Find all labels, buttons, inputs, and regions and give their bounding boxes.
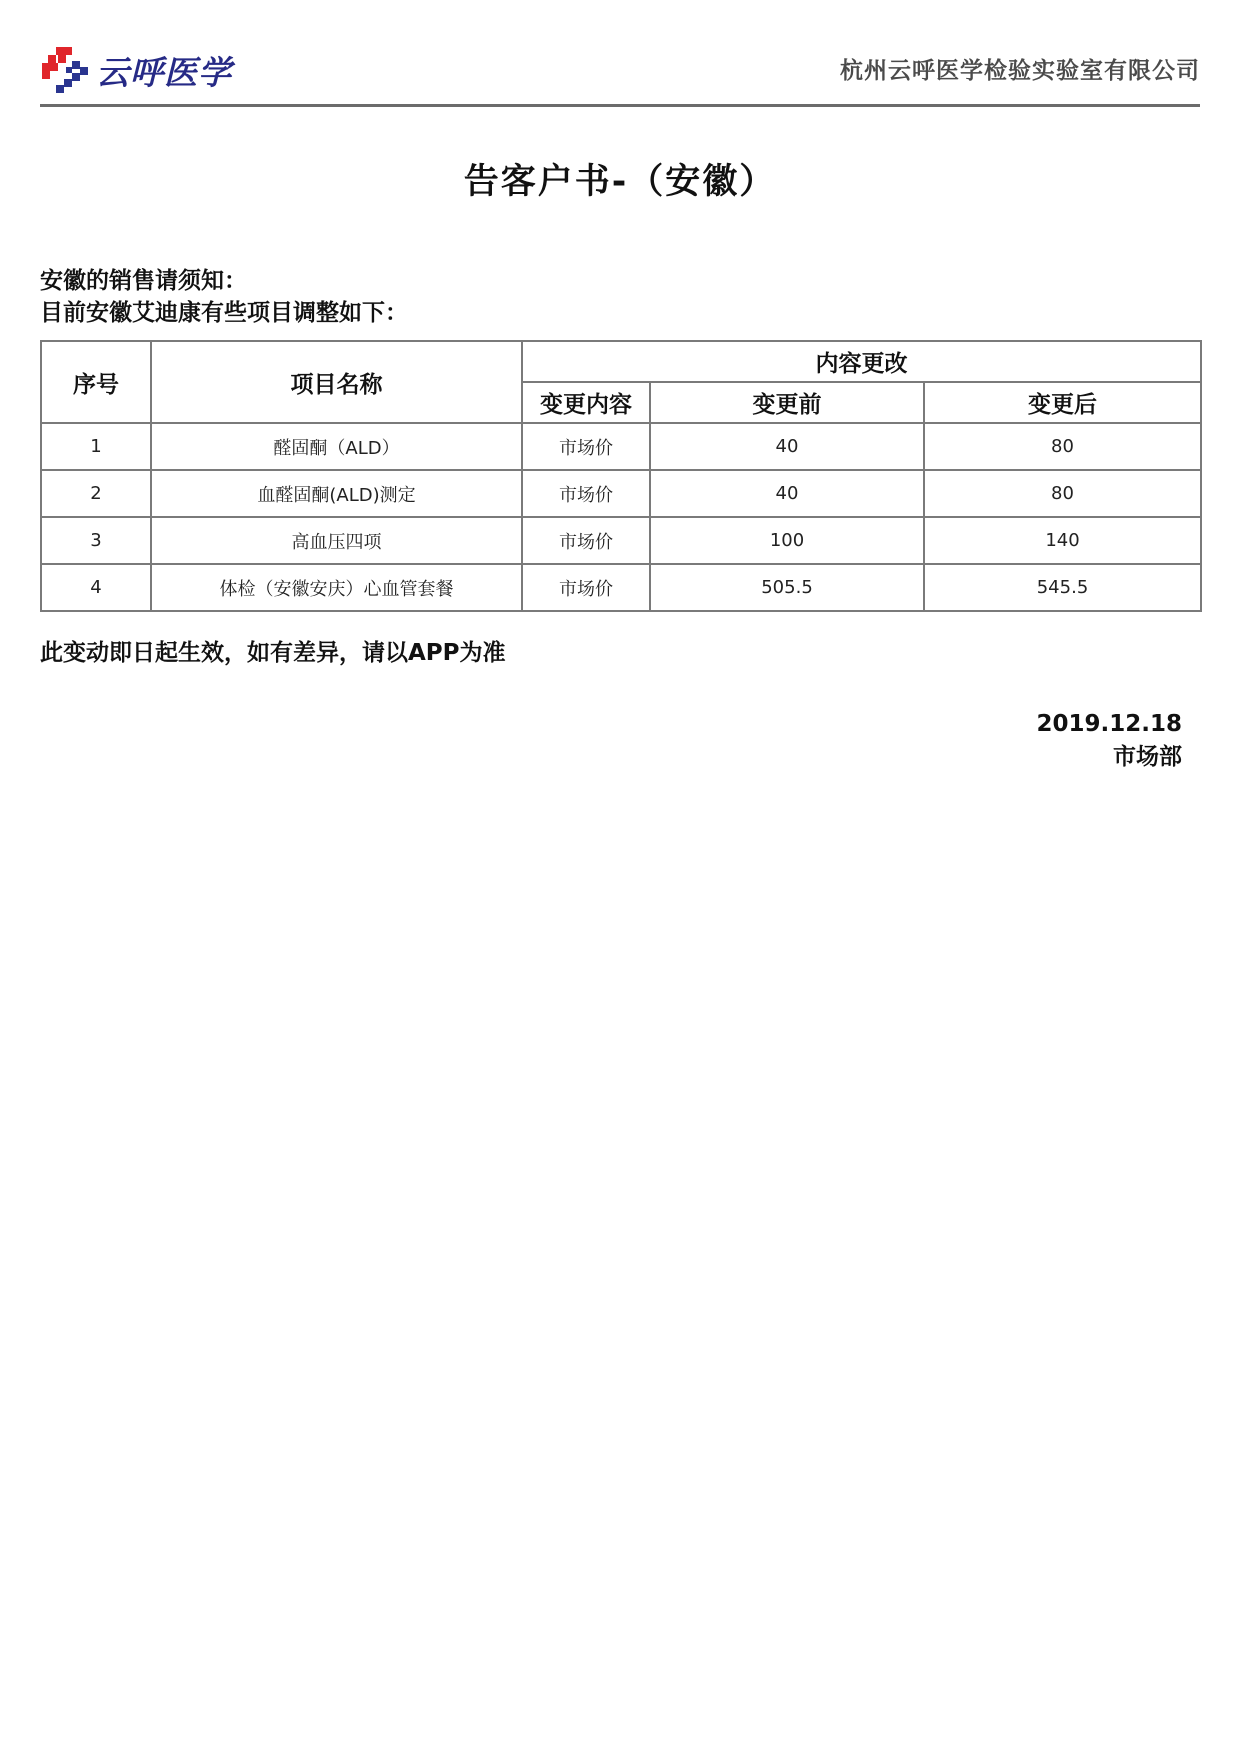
cell-name: 醛固酮（ALD） xyxy=(151,423,522,470)
cell-field: 市场价 xyxy=(522,470,650,517)
cell-after: 140 xyxy=(924,517,1201,564)
header-field: 变更内容 xyxy=(522,382,650,423)
sign-department: 市场部 xyxy=(1113,744,1182,770)
table-row xyxy=(41,517,1201,564)
cell-seq: 4 xyxy=(41,564,151,611)
cell-after: 545.5 xyxy=(924,564,1201,611)
cell-field: 市场价 xyxy=(522,564,650,611)
cell-name: 体检（安徽安庆）心血管套餐 xyxy=(151,564,522,611)
cell-after: 80 xyxy=(924,470,1201,517)
cell-seq: 2 xyxy=(41,470,151,517)
cell-before: 40 xyxy=(650,423,924,470)
company-name: 杭州云呼医学检验实验室有限公司 xyxy=(840,58,1200,84)
notice-line-2: 目前安徽艾迪康有些项目调整如下： xyxy=(40,300,408,326)
cell-name: 高血压四项 xyxy=(151,517,522,564)
notice-block xyxy=(40,265,408,329)
document-title: 告客户书-（安徽） xyxy=(463,162,777,202)
header-before: 变更前 xyxy=(650,382,924,423)
effective-note: 此变动即日起生效，如有差异，请以APP为准 xyxy=(40,640,506,666)
cell-after: 80 xyxy=(924,423,1201,470)
header-name: 项目名称 xyxy=(151,341,522,423)
table-row xyxy=(41,423,1201,470)
table-row xyxy=(41,564,1201,611)
header-after: 变更后 xyxy=(924,382,1201,423)
cell-before: 40 xyxy=(650,470,924,517)
sign-date: 2019.12.18 xyxy=(1036,711,1182,737)
cell-before: 100 xyxy=(650,517,924,564)
logo-text: 云呼医学 xyxy=(96,52,232,92)
cell-seq: 3 xyxy=(41,517,151,564)
cell-seq: 1 xyxy=(41,423,151,470)
cell-before: 505.5 xyxy=(650,564,924,611)
header-seq: 序号 xyxy=(41,341,151,423)
cell-name: 血醛固酮(ALD)测定 xyxy=(151,470,522,517)
header-group: 内容更改 xyxy=(522,341,1201,382)
cell-field: 市场价 xyxy=(522,423,650,470)
signature-block xyxy=(1036,708,1182,774)
changes-table xyxy=(40,340,1202,612)
table-row xyxy=(41,470,1201,517)
page-header xyxy=(40,42,1200,107)
medical-cross-icon xyxy=(40,45,90,95)
company-logo xyxy=(40,44,232,96)
notice-line-1: 安徽的销售请须知： xyxy=(40,268,247,294)
cell-field: 市场价 xyxy=(522,517,650,564)
